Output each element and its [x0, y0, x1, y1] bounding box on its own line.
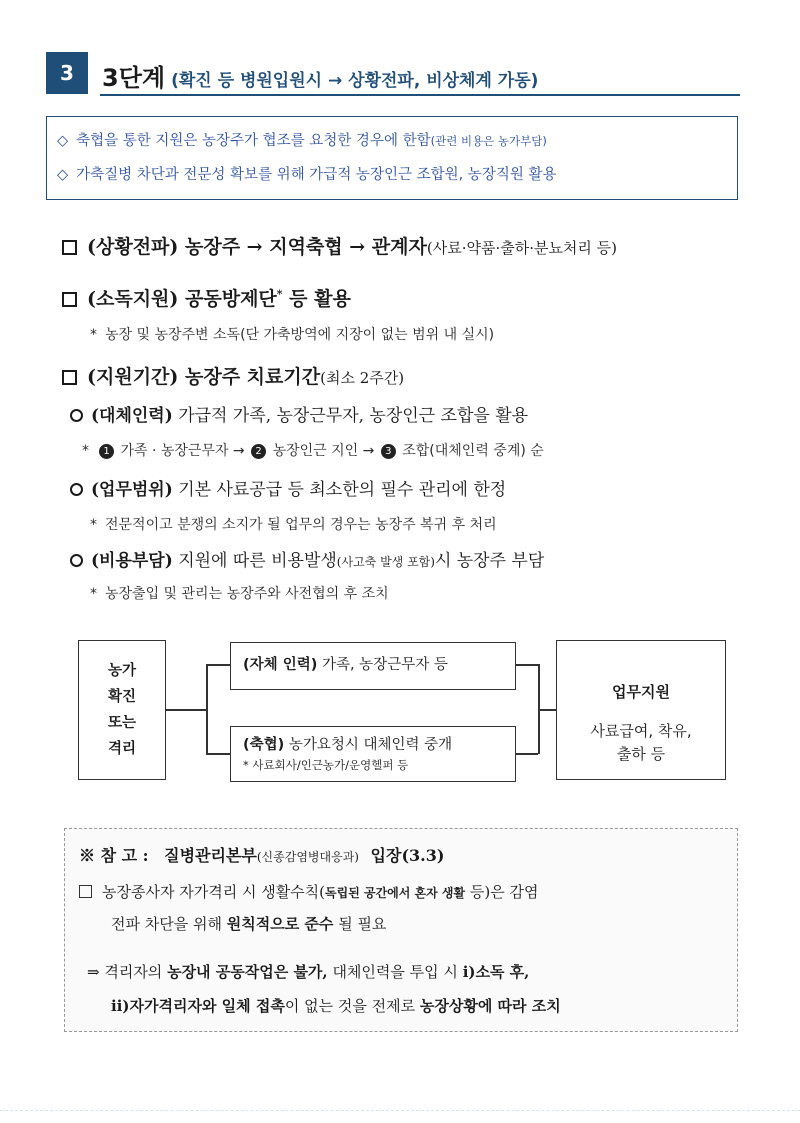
diagram-farm-line: 또는: [107, 715, 136, 731]
reference-paragraph-3: [87, 961, 529, 982]
item-situation-label: (상황전파) 농장주 → 지역축협 → 관계자: [87, 236, 427, 258]
asterisk-icon: *: [90, 327, 97, 343]
asterisk-icon: *: [90, 517, 97, 533]
diamond-icon: ◇: [57, 133, 69, 149]
reference-paragraph-2: [111, 913, 386, 934]
item-period-label: (지원기간) 농장주 치료기간: [87, 366, 321, 388]
note-sub2: [90, 514, 497, 534]
sub3-text-b: 시 농장주 부담: [434, 551, 545, 571]
number-1-icon: 1: [99, 444, 114, 459]
diagram-self-staff-text: 가족, 농장근무자 등: [321, 657, 448, 673]
ref-p3-c: 대체인력을 투입 시: [332, 963, 458, 981]
square-bullet-icon: [62, 370, 77, 385]
ref-p3-b: 농장내 공동작업은 불가,: [167, 963, 328, 981]
note-sub1-b: 농장인근 지인 →: [272, 443, 375, 459]
sub3-text-a: 지원에 따른 비용발생: [178, 551, 337, 571]
notice-line-1: [57, 129, 547, 150]
note-sub3: [90, 583, 389, 603]
section-title-subtitle: (확진 등 병원입원시 → 상황전파, 비상체계 가동): [171, 71, 539, 91]
item-disinfection-label: (소독지원) 공동방제단: [87, 288, 277, 310]
page-bottom-border: [0, 1110, 800, 1111]
ref-p1-c: 등)은 감염: [469, 883, 539, 901]
asterisk-icon: *: [90, 586, 97, 602]
sub-cost-burden: [70, 546, 544, 571]
note-sub3-text: 농장출입 및 관리는 농장주와 사전협의 후 조치: [105, 586, 389, 602]
diagram-farm-line: 농가: [107, 663, 136, 679]
ref-p1-a: 농장종사자 자가격리 시 생활수칙(: [102, 883, 326, 901]
diagram-farm-line: 격리: [107, 741, 136, 757]
item-situation: [62, 232, 617, 259]
notice-line-1-text: 축협을 통한 지원은 농장주가 협조를 요청한 경우에 한함: [76, 133, 431, 149]
sub3-text-small: (사고축 발생 포함): [336, 555, 435, 569]
connector-line: [166, 709, 206, 711]
reference-title-tail: 입장(3.3): [370, 846, 445, 865]
diagram-work-support-line: 사료급여, 착유,: [590, 722, 692, 740]
notice-line-1-small: (관련 비용은 농가부담): [430, 134, 547, 148]
diagram-work-support-line: 출하 등: [616, 745, 666, 763]
diagram-coop-note: * 사료회사/인근농가/운영헬퍼 등: [243, 758, 409, 772]
number-2-icon: 2: [251, 444, 266, 459]
ref-p4-a: ⅱ)자가격리자와 일체 접촉: [111, 997, 285, 1015]
connector-line: [516, 753, 538, 755]
section-title: [102, 58, 538, 93]
asterisk-icon: *: [82, 443, 89, 459]
section-number-badge: 3: [46, 52, 88, 94]
connector-line: [206, 753, 230, 755]
notice-box: [46, 116, 738, 200]
circle-bullet-icon: [70, 483, 83, 496]
ref-p2-b: 원칙적으로 준수: [226, 915, 334, 933]
notice-line-2-text: 가축질병 차단과 전문성 확보를 위해 가급적 농장인근 조합원, 농장직원 활용: [76, 167, 557, 183]
square-bullet-icon: [62, 292, 77, 307]
note-sub1: [82, 440, 544, 460]
ref-p2-a: 전파 차단을 위해: [111, 915, 222, 933]
ref-p3-d: ⅰ)소독 후,: [462, 963, 530, 981]
connector-line: [206, 664, 208, 754]
circle-bullet-icon: [70, 409, 83, 422]
diagram-coop-box: [230, 726, 516, 782]
number-3-icon: 3: [381, 444, 396, 459]
reference-title: [79, 843, 444, 866]
reference-title-small: (신종감염병대응과): [256, 850, 359, 864]
diagram-farm-line: 확진: [107, 689, 136, 705]
diamond-icon: ◇: [57, 167, 69, 183]
item-disinfection-suffix: 등 활용: [289, 288, 351, 310]
item-period: [62, 362, 404, 389]
item-situation-detail: (사료·약품·출하·분뇨처리 등): [426, 239, 618, 257]
checkbox-icon: [79, 885, 92, 898]
section-title-main: 3단계: [102, 64, 166, 92]
sub1-label: (대체인력): [91, 406, 173, 426]
diagram-coop-text: 농가요청시 대체인력 중개: [288, 737, 453, 753]
square-bullet-icon: [62, 240, 77, 255]
reference-box: [64, 828, 738, 1032]
reference-mark: ※ 참 고 :: [79, 846, 149, 865]
note-disinfection-text: 농장 및 농장주변 소독(단 가축방역에 지장이 없는 범위 내 실시): [105, 327, 495, 343]
note-disinfection: [90, 324, 494, 344]
ref-p4-c: 농장상황에 따라 조치: [419, 997, 561, 1015]
diagram-self-staff-label: (자체 인력): [243, 657, 318, 673]
sub2-text: 기본 사료공급 등 최소한의 필수 관리에 한정: [178, 480, 507, 500]
ref-p3-a: ⇒ 격리자의: [87, 963, 163, 981]
ref-p1-b: 독립된 공간에서 혼자 생활: [325, 886, 466, 900]
sub-substitute-staff: [70, 401, 528, 426]
connector-line: [516, 664, 538, 666]
sub-work-scope: [70, 475, 506, 500]
header-underline: [100, 94, 740, 96]
sub3-label: (비용부담): [91, 551, 173, 571]
note-sub1-c: 조합(대체인력 중계) 순: [402, 443, 544, 459]
diagram-coop-label: (축협): [243, 737, 285, 753]
circle-bullet-icon: [70, 554, 83, 567]
connector-line: [538, 709, 556, 711]
footnote-star: *: [276, 287, 283, 301]
reference-paragraph-1: [79, 881, 538, 902]
note-sub2-text: 전문적이고 분쟁의 소지가 될 업무의 경우는 농장주 복귀 후 처리: [105, 517, 497, 533]
ref-p2-c: 될 필요: [338, 915, 387, 933]
notice-line-2: [57, 163, 556, 184]
diagram-work-support-box: [556, 640, 726, 780]
reference-title-main: 질병관리본부: [164, 846, 257, 865]
reference-paragraph-4: [111, 995, 561, 1016]
item-disinfection: [62, 284, 351, 311]
item-period-detail: (최소 2주간): [320, 369, 405, 387]
connector-line: [206, 664, 230, 666]
ref-p4-b: 이 없는 것을 전제로: [284, 997, 416, 1015]
diagram-work-support-title: 업무지원: [612, 683, 670, 701]
sub2-label: (업무범위): [91, 480, 173, 500]
diagram-self-staff-box: [230, 642, 516, 690]
note-sub1-a: 가족 · 농장근무자 →: [120, 443, 245, 459]
diagram-farm-box: [78, 640, 166, 780]
sub1-text: 가급적 가족, 농장근무자, 농장인근 조합을 활용: [178, 406, 529, 426]
